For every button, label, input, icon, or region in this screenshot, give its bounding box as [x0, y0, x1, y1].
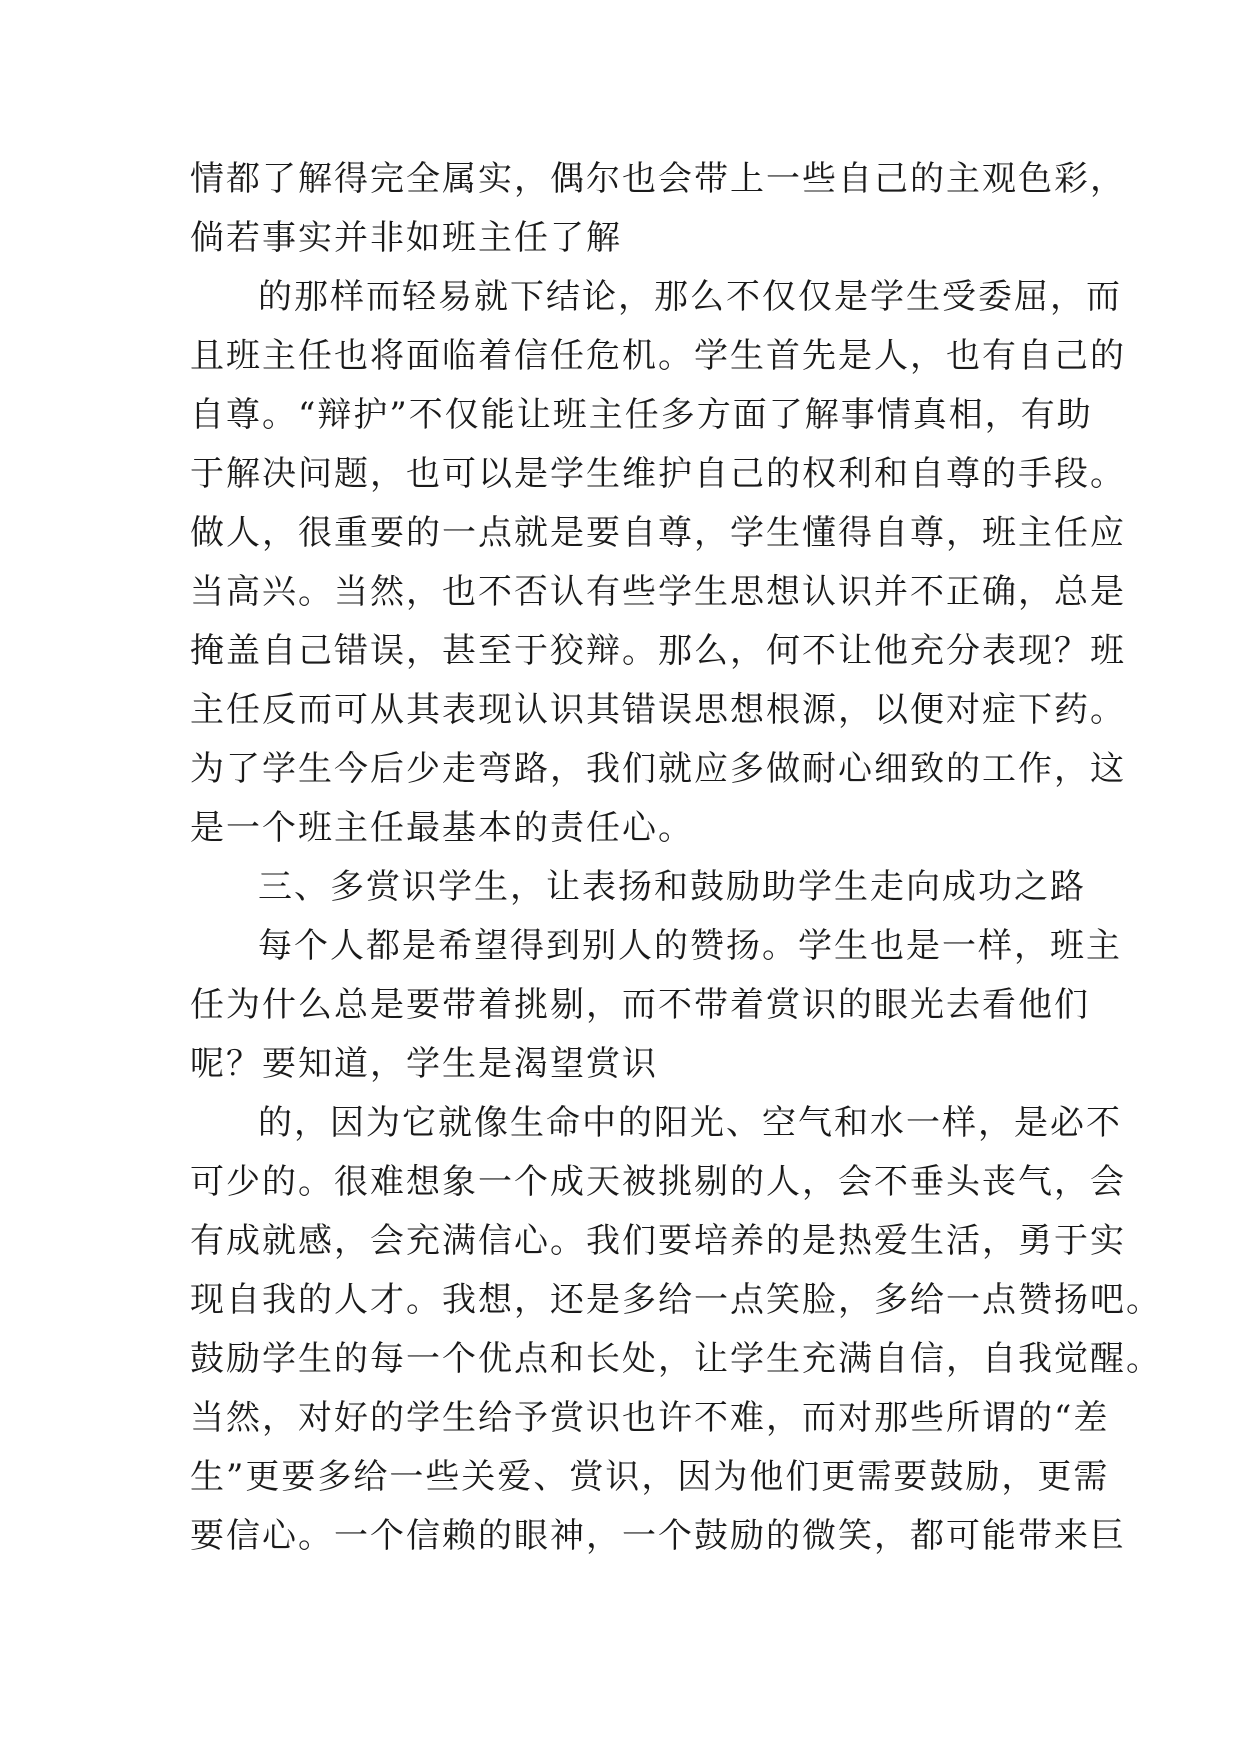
text-line: 呢？要知道，学生是渴望赏识 [190, 1044, 658, 1084]
text-line: 做人，很重要的一点就是要自尊，学生懂得自尊，班主任应 [190, 513, 1126, 553]
text-line: 当高兴。当然，也不否认有些学生思想认识并不正确，总是 [190, 572, 1126, 612]
text-line: 的那样而轻易就下结论，那么不仅仅是学生受委屈，而 [258, 277, 1122, 317]
text-line: 自尊。“辩护”不仅能让班主任多方面了解事情真相，有助 [190, 395, 1093, 435]
text-line: 当然，对好的学生给予赏识也许不难，而对那些所谓的“差 [190, 1398, 1110, 1438]
text-line: 掩盖自己错误，甚至于狡辩。那么，何不让他充分表现？班 [190, 631, 1126, 671]
text-line: 是一个班主任最基本的责任心。 [190, 808, 694, 848]
text-line: 可少的。很难想象一个成天被挑剔的人，会不垂头丧气，会 [190, 1162, 1126, 1202]
text-line: 每个人都是希望得到别人的赞扬。学生也是一样，班主 [258, 926, 1122, 966]
text-line: 倘若事实并非如班主任了解 [190, 218, 622, 258]
text-line: 为了学生今后少走弯路，我们就应多做耐心细致的工作，这 [190, 749, 1126, 789]
section-heading: 三、多赏识学生，让表扬和鼓励助学生走向成功之路 [258, 867, 1086, 907]
body-text [190, 150, 1162, 1566]
text-line: 情都了解得完全属实，偶尔也会带上一些自己的主观色彩， [190, 159, 1126, 199]
text-line: 且班主任也将面临着信任危机。学生首先是人，也有自己的 [190, 336, 1126, 376]
text-line: 有成就感，会充满信心。我们要培养的是热爱生活，勇于实 [190, 1221, 1126, 1261]
text-line: 任为什么总是要带着挑剔，而不带着赏识的眼光去看他们 [190, 985, 1090, 1025]
text-line: 鼓励学生的每一个优点和长处，让学生充满自信，自我觉醒。 [190, 1339, 1162, 1379]
text-line: 的，因为它就像生命中的阳光、空气和水一样，是必不 [258, 1103, 1122, 1143]
text-line: 主任反而可从其表现认识其错误思想根源，以便对症下药。 [190, 690, 1126, 730]
text-line: 于解决问题，也可以是学生维护自己的权利和自尊的手段。 [190, 454, 1126, 494]
text-line: 要信心。一个信赖的眼神，一个鼓励的微笑，都可能带来巨 [190, 1516, 1126, 1556]
text-line: 现自我的人才。我想，还是多给一点笑脸，多给一点赞扬吧。 [190, 1280, 1162, 1320]
text-line: 生”更要多给一些关爱、赏识，因为他们更需要鼓励，更需 [190, 1457, 1110, 1497]
